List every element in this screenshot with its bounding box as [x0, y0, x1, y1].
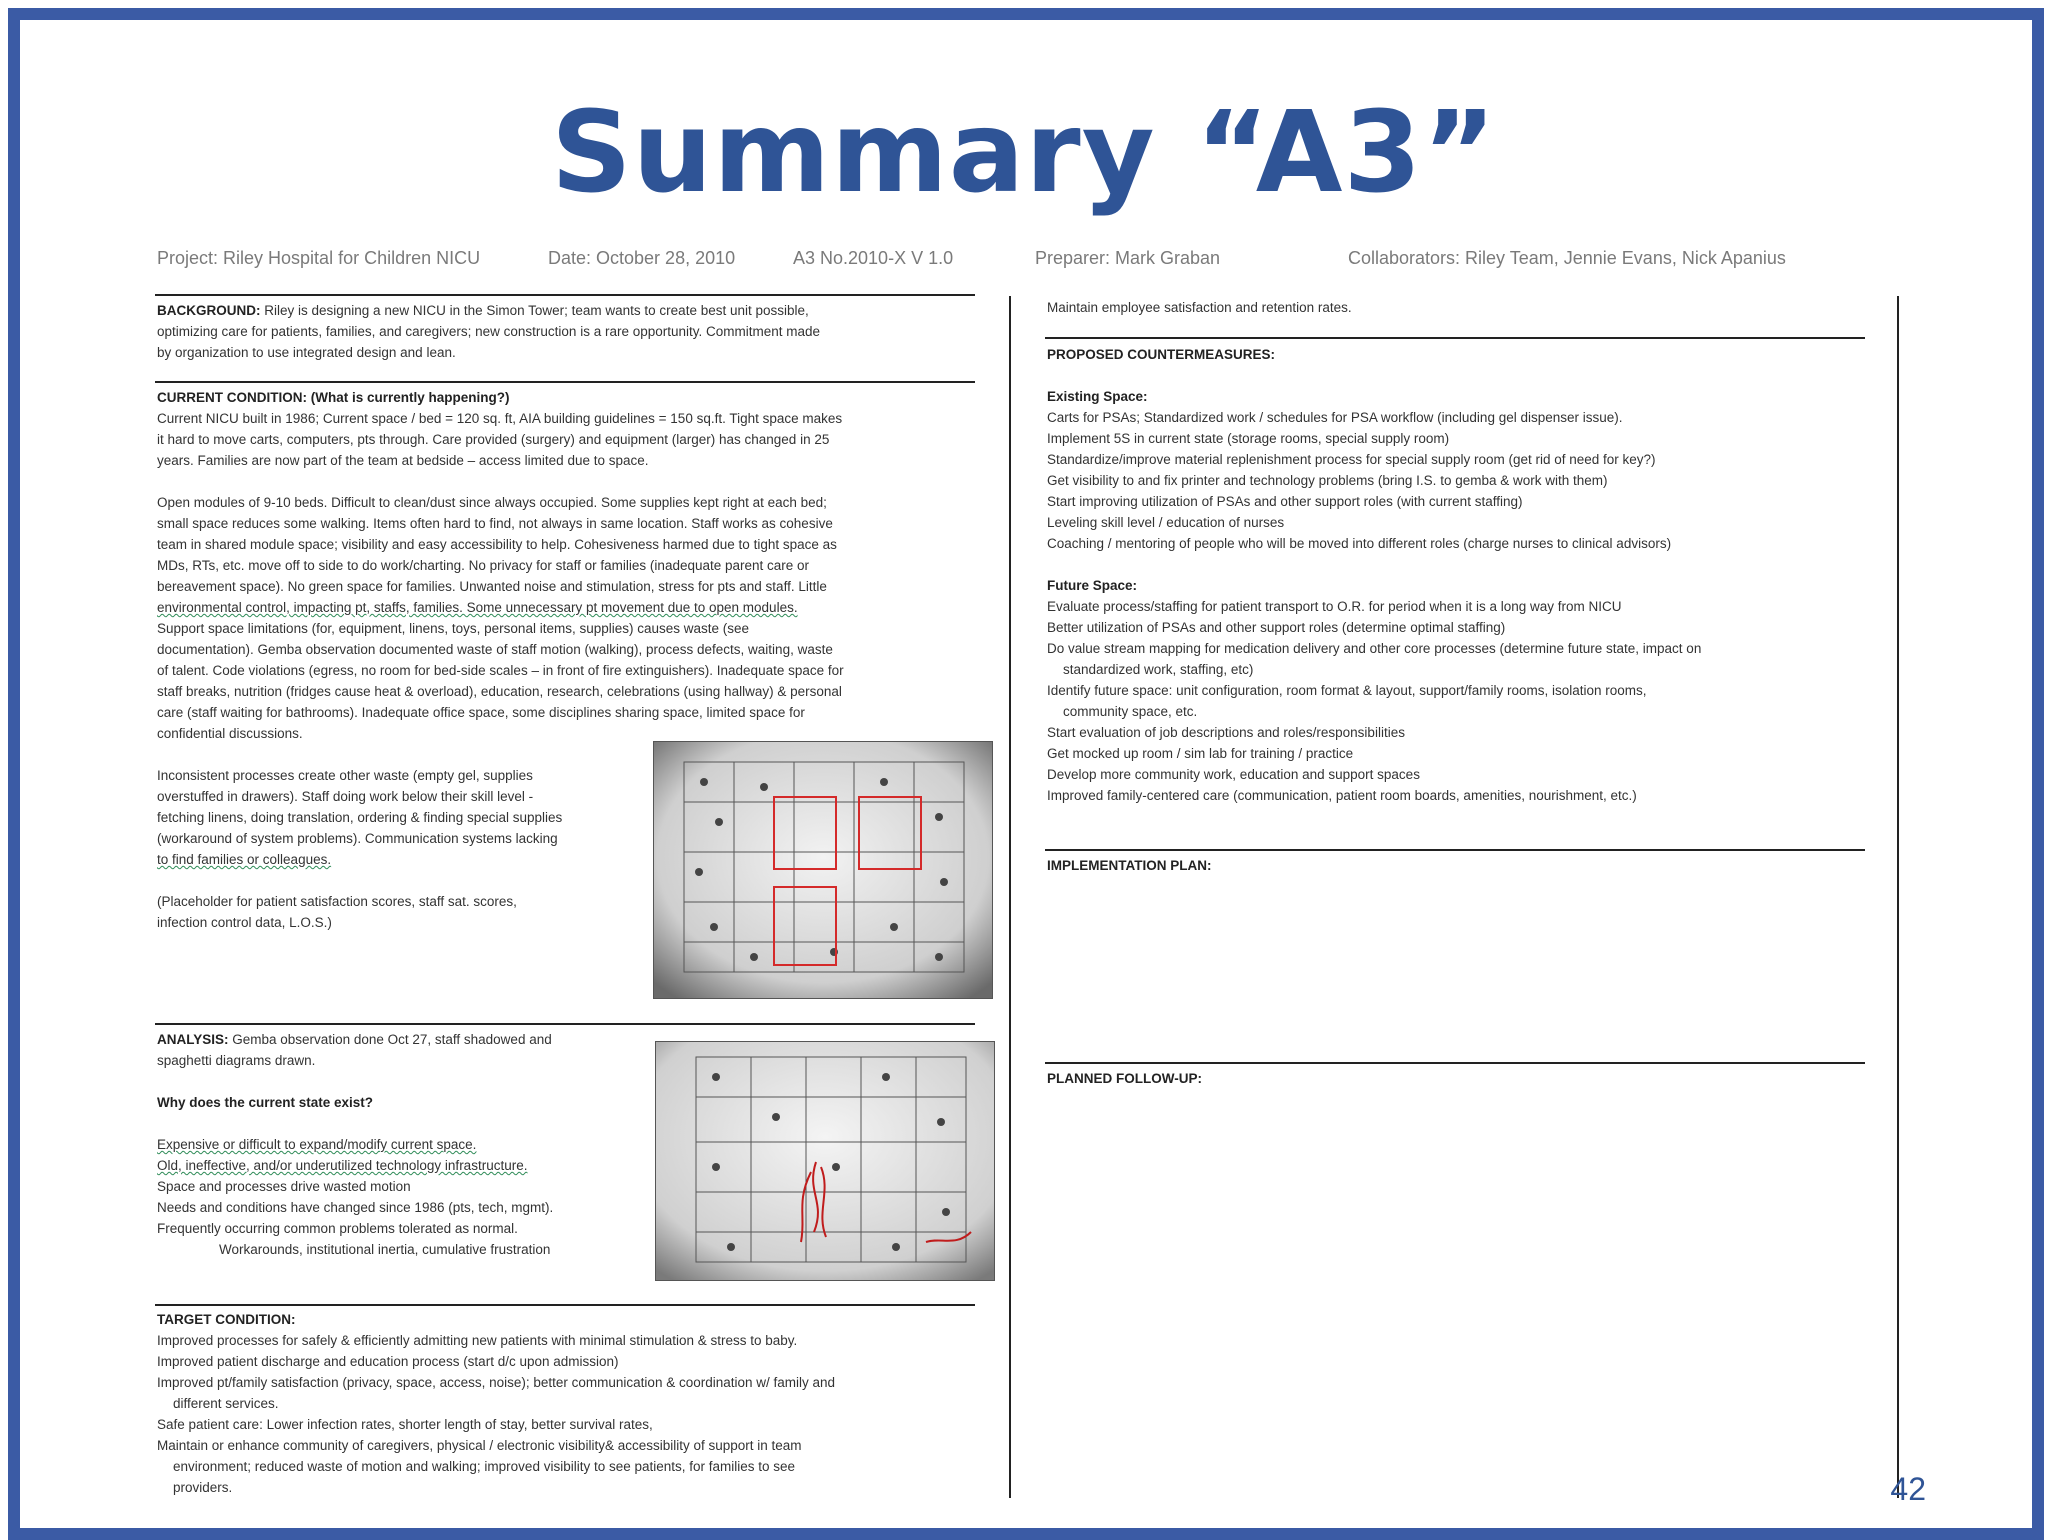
right-border [1897, 296, 1899, 1498]
target-continued [1047, 297, 1867, 318]
text-line: Improved patient discharge and education process (start d/c upon admission) [157, 1354, 619, 1369]
countermeasure-item: Evaluate process/staffing for patient transport to O.R. for period when it is a long way from NICU [1047, 599, 1622, 614]
text-line: to find families or colleagues. [157, 852, 332, 867]
analysis-label: ANALYSIS: [157, 1032, 229, 1047]
preparer-field: Preparer: Mark Graban [1035, 248, 1221, 268]
text-line: (workaround of system problems). Communication systems lacking [157, 831, 558, 846]
background-section [157, 300, 977, 363]
text-line: of talent. Code violations (egress, no room for bed-side scales – in front of fire extinguishers). Inadequate space for [157, 663, 844, 678]
text-line: small space reduces some walking. Items often hard to find, not always in same location. Staff works as cohesive [157, 516, 833, 531]
countermeasure-item: Implement 5S in current state (storage rooms, special supply room) [1047, 431, 1450, 446]
slide-number: 42 [1890, 1471, 1926, 1507]
text-line: documentation). Gemba observation documented waste of staff motion (walking), process defects, waiting, waste [157, 642, 833, 657]
existing-space-label: Existing Space: [1047, 389, 1148, 404]
rule [1045, 337, 1865, 339]
analysis-question: Why does the current state exist? [157, 1095, 374, 1110]
countermeasure-item: Improved family-centered care (communication, patient room boards, amenities, nourishment, etc.) [1047, 788, 1637, 803]
cause-item: Space and processes drive wasted motion [157, 1179, 411, 1194]
countermeasures-section [1047, 344, 1877, 806]
text-line: Support space limitations (for, equipment, linens, toys, personal items, supplies) causes waste (see [157, 621, 750, 636]
target-condition-section [157, 1309, 997, 1498]
countermeasure-item: Get mocked up room / sim lab for training / practice [1047, 746, 1354, 761]
text-line: different services. [173, 1396, 279, 1411]
text-line: by organization to use integrated design and lean. [157, 345, 456, 360]
countermeasure-item: Standardize/improve material replenishment process for special supply room (get rid of need for key?) [1047, 452, 1656, 467]
countermeasure-item: standardized work, staffing, etc) [1063, 662, 1254, 677]
a3-document [155, 238, 1905, 1503]
text-line: Inconsistent processes create other waste (empty gel, supplies [157, 768, 533, 783]
text-line: Open modules of 9-10 beds. Difficult to clean/dust since always occupied. Some supplies kept right at each bed; [157, 495, 827, 510]
countermeasure-item: Carts for PSAs; Standardized work / schedules for PSA workflow (including gel dispenser issue). [1047, 410, 1623, 425]
countermeasure-item: Start improving utilization of PSAs and other support roles (with current staffing) [1047, 494, 1523, 509]
countermeasure-item: Get visibility to and fix printer and technology problems (bring I.S. to gemba & work with them) [1047, 473, 1608, 488]
text-line: overstuffed in drawers). Staff doing work below their skill level - [157, 789, 534, 804]
cause-item: Old, ineffective, and/or underutilized technology infrastructure. [157, 1158, 528, 1173]
text-line: Current NICU built in 1986; Current space / bed = 120 sq. ft, AIA building guidelines = 150 sq.ft. Tight space makes [157, 411, 843, 426]
rule [155, 294, 975, 296]
rule [1045, 1062, 1865, 1064]
current-condition-label: CURRENT CONDITION: (What is currently happening?) [157, 390, 510, 405]
a3-number-field: A3 No.2010-X V 1.0 [793, 248, 954, 268]
cause-item: Needs and conditions have changed since 1986 (pts, tech, mgmt). [157, 1200, 554, 1215]
date-field: Date: October 28, 2010 [548, 248, 736, 268]
spaghetti-diagram-drawing [656, 1042, 994, 1280]
text-line: care (staff waiting for bathrooms). Inadequate office space, some disciplines sharing space, limited space for [157, 705, 805, 720]
countermeasure-item: community space, etc. [1063, 704, 1198, 719]
analysis-section [157, 1029, 637, 1260]
text-line: years. Families are now part of the team at bedside – access limited due to space. [157, 453, 649, 468]
text-line: environment; reduced waste of motion and walking; improved visibility to see patients, for families to see [173, 1459, 796, 1474]
text-line: Gemba observation done Oct 27, staff shadowed and [228, 1032, 552, 1047]
countermeasure-item: Leveling skill level / education of nurses [1047, 515, 1285, 530]
background-label: BACKGROUND: [157, 303, 261, 318]
text-line: fetching linens, doing translation, ordering & finding special supplies [157, 810, 563, 825]
rule [155, 1023, 975, 1025]
cause-item: Expensive or difficult to expand/modify current space. [157, 1137, 477, 1152]
planned-follow-up-section [1047, 1068, 1867, 1089]
slide-title: Summary “A3” [550, 88, 1497, 218]
text-line: Maintain or enhance community of caregivers, physical / electronic visibility& accessibility of support in team [157, 1438, 802, 1453]
text-line: bereavement space). No green space for families. Unwanted noise and stimulation, stress for pts and staff. Little [157, 579, 827, 594]
text-line: MDs, RTs, etc. move off to side to do work/charting. No privacy for staff or families (inadequate parent care or [157, 558, 810, 573]
text-line: Riley is designing a new NICU in the Simon Tower; team wants to create best unit possible, [260, 303, 809, 318]
countermeasures-label: PROPOSED COUNTERMEASURES: [1047, 347, 1276, 362]
floor-plan-photo [653, 741, 993, 999]
text-line: Maintain employee satisfaction and retention rates. [1047, 300, 1352, 315]
spaghetti-diagram-photo [655, 1041, 995, 1281]
sub-cause: Workarounds, institutional inertia, cumulative frustration [219, 1242, 551, 1257]
text-line: staff breaks, nutrition (fridges cause heat & overload), education, research, celebrations (using hallway) & personal [157, 684, 842, 699]
text-line: spaghetti diagrams drawn. [157, 1053, 316, 1068]
text-line: environmental control, impacting pt, staffs, families. Some unnecessary pt movement due to open modules. [157, 600, 798, 615]
target-condition-label: TARGET CONDITION: [157, 1312, 296, 1327]
implementation-plan-label: IMPLEMENTATION PLAN: [1047, 858, 1212, 873]
planned-follow-up-label: PLANNED FOLLOW-UP: [1047, 1071, 1202, 1086]
text-line: team in shared module space; visibility and easy accessibility to help. Cohesiveness harmed due to tight space as [157, 537, 837, 552]
text-line: it hard to move carts, computers, pts through. Care provided (surgery) and equipment (larger) has changed in 25 [157, 432, 830, 447]
text-line: providers. [173, 1480, 233, 1495]
countermeasure-item: Do value stream mapping for medication delivery and other core processes (determine future state, impact on [1047, 641, 1702, 656]
column-divider [1009, 296, 1011, 1498]
text-line: Improved processes for safely & efficiently admitting new patients with minimal stimulation & stress to baby. [157, 1333, 798, 1348]
text-line: confidential discussions. [157, 726, 303, 741]
cause-item: Frequently occurring common problems tolerated as normal. [157, 1221, 518, 1236]
collaborators-field: Collaborators: Riley Team, Jennie Evans, Nick Apanius [1348, 248, 1786, 268]
a3-header [155, 248, 1905, 272]
project-field: Project: Riley Hospital for Children NICU [157, 248, 481, 268]
implementation-plan-section [1047, 855, 1867, 876]
countermeasure-item: Identify future space: unit configuration, room format & layout, support/family rooms, isolation rooms, [1047, 683, 1647, 698]
text-line: Improved pt/family satisfaction (privacy, space, access, noise); better communication & coordination w/ family and [157, 1375, 836, 1390]
text-line: (Placeholder for patient satisfaction scores, staff sat. scores, [157, 894, 517, 909]
text-line: optimizing care for patients, families, and caregivers; new construction is a rare opportunity. Commitment made [157, 324, 821, 339]
future-space-label: Future Space: [1047, 578, 1138, 593]
rule [155, 381, 975, 383]
countermeasure-item: Better utilization of PSAs and other support roles (determine optimal staffing) [1047, 620, 1506, 635]
rule [1045, 849, 1865, 851]
rule [155, 1304, 975, 1306]
floor-plan-drawing [654, 742, 992, 998]
text-line: Safe patient care: Lower infection rates, shorter length of stay, better survival rates, [157, 1417, 653, 1432]
countermeasure-item: Start evaluation of job descriptions and roles/responsibilities [1047, 725, 1405, 740]
text-line: infection control data, L.O.S.) [157, 915, 332, 930]
countermeasure-item: Develop more community work, education and support spaces [1047, 767, 1420, 782]
countermeasure-item: Coaching / mentoring of people who will be moved into different roles (charge nurses to clinical advisors) [1047, 536, 1672, 551]
